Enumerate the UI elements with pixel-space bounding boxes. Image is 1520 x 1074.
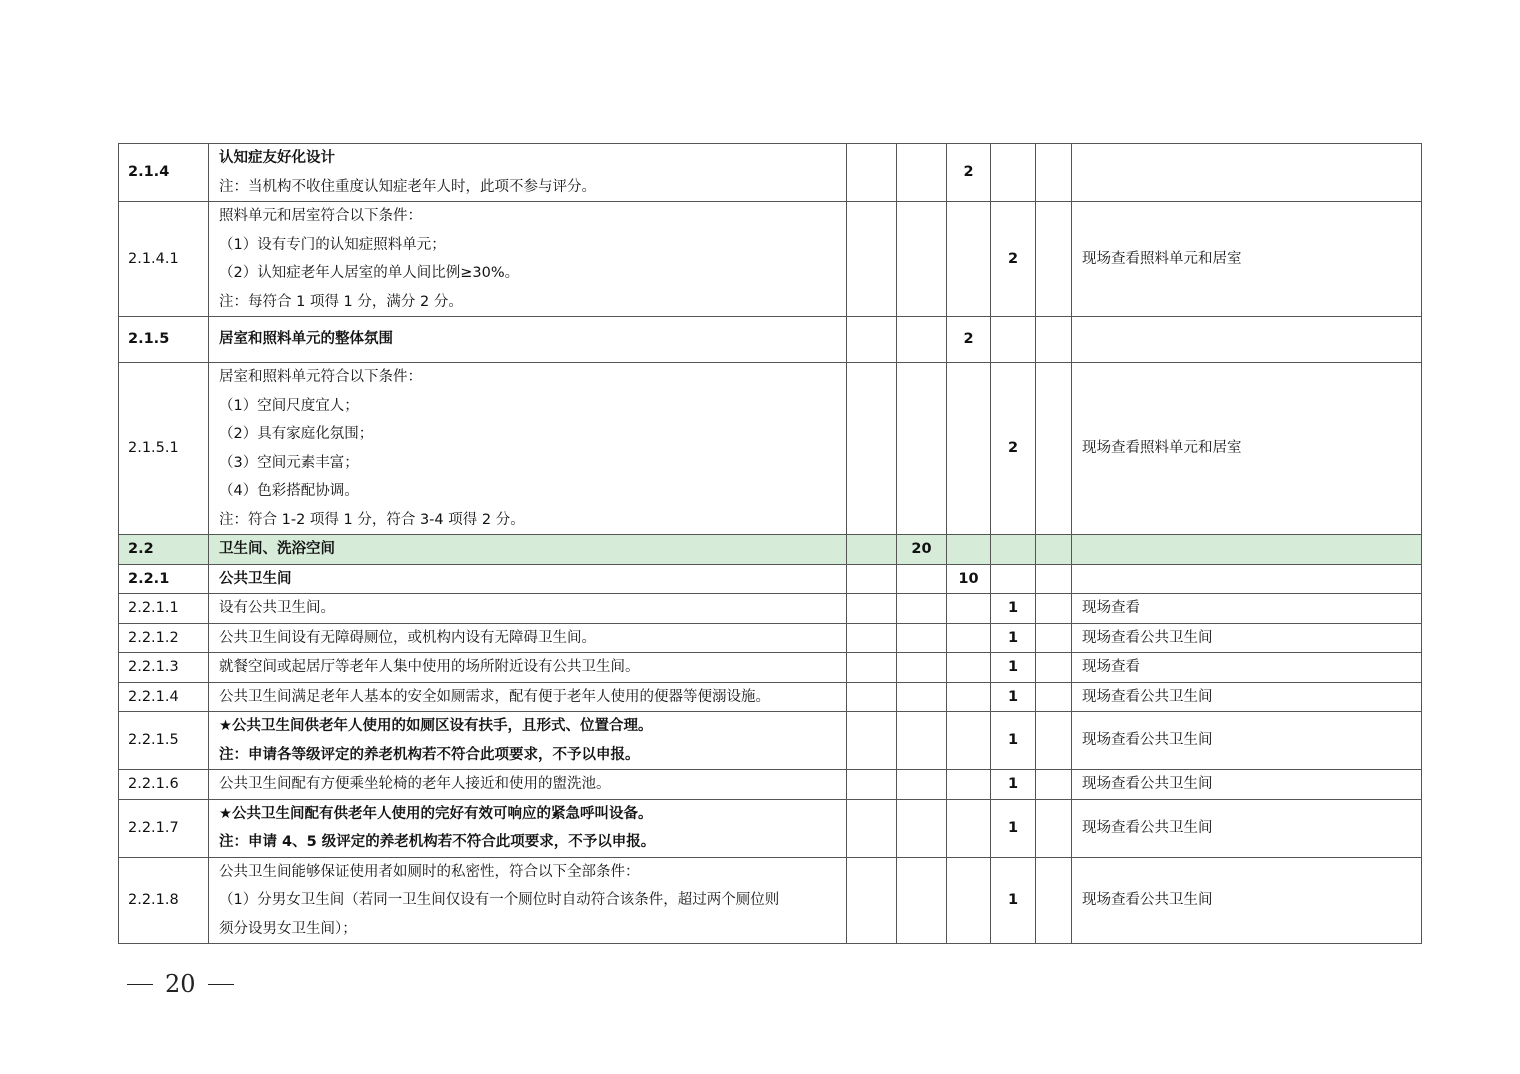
- evaluation-method: 现场查看公共卫生间: [1072, 682, 1422, 712]
- description-line: 公共卫生间: [219, 570, 292, 587]
- evaluation-method: 现场查看公共卫生间: [1072, 623, 1422, 653]
- item-description: [209, 202, 847, 317]
- score-col-2: [897, 653, 947, 683]
- score-col-1: [847, 594, 897, 624]
- item-code: 2.2.1.8: [119, 857, 209, 944]
- description-line: 注：当机构不收住重度认知症老年人时，此项不参与评分。: [219, 178, 596, 195]
- score-col-4: [991, 144, 1036, 202]
- item-description: [209, 535, 847, 565]
- scoring-table-container: [118, 143, 1422, 944]
- table-row: [119, 202, 1422, 317]
- table-row: [119, 317, 1422, 363]
- score-col-2: [897, 712, 947, 770]
- table-row: [119, 363, 1422, 535]
- item-code: 2.1.4.1: [119, 202, 209, 317]
- score-col-3: [947, 535, 991, 565]
- score-col-1: [847, 535, 897, 565]
- item-code: 2.2.1.7: [119, 799, 209, 857]
- score-col-4: 1: [991, 623, 1036, 653]
- description-line: 照料单元和居室符合以下条件：: [219, 208, 422, 224]
- item-description: [209, 564, 847, 594]
- score-col-5: [1036, 799, 1072, 857]
- item-description: [209, 770, 847, 800]
- score-col-4: 1: [991, 799, 1036, 857]
- item-code: 2.2.1.3: [119, 653, 209, 683]
- evaluation-method: [1072, 535, 1422, 565]
- score-col-2: [897, 144, 947, 202]
- score-col-3: 10: [947, 564, 991, 594]
- score-col-4: 1: [991, 682, 1036, 712]
- evaluation-method: 现场查看公共卫生间: [1072, 857, 1422, 944]
- description-line: （4）色彩搭配协调。: [219, 483, 359, 499]
- description-line: 须分设男女卫生间）；: [219, 920, 357, 937]
- table-row: [119, 682, 1422, 712]
- item-description: [209, 799, 847, 857]
- item-description: [209, 653, 847, 683]
- item-code: 2.1.5.1: [119, 363, 209, 535]
- evaluation-method: 现场查看公共卫生间: [1072, 799, 1422, 857]
- score-col-2: [897, 594, 947, 624]
- table-row: [119, 564, 1422, 594]
- description-line: 注：申请各等级评定的养老机构若不符合此项要求，不予以申报。: [219, 746, 640, 763]
- item-description: [209, 363, 847, 535]
- score-col-5: [1036, 623, 1072, 653]
- description-line: （1）设有专门的认知症照料单元；: [219, 236, 446, 253]
- score-col-4: [991, 317, 1036, 363]
- evaluation-method: [1072, 317, 1422, 363]
- score-col-1: [847, 317, 897, 363]
- score-col-2: [897, 363, 947, 535]
- table-row: [119, 770, 1422, 800]
- evaluation-method: 现场查看照料单元和居室: [1072, 202, 1422, 317]
- item-code: 2.2.1.1: [119, 594, 209, 624]
- table-row: [119, 144, 1422, 202]
- table-row: [119, 857, 1422, 944]
- score-col-2: [897, 799, 947, 857]
- score-col-2: [897, 623, 947, 653]
- table-row: [119, 799, 1422, 857]
- description-line: （1）空间尺度宜人；: [219, 397, 359, 414]
- score-col-4: 1: [991, 857, 1036, 944]
- score-col-3: 2: [947, 317, 991, 363]
- score-col-4: 1: [991, 594, 1036, 624]
- table-row: [119, 712, 1422, 770]
- score-col-1: [847, 564, 897, 594]
- dash-right: [208, 984, 234, 985]
- score-col-4: 1: [991, 770, 1036, 800]
- description-line: （1）分男女卫生间（若同一卫生间仅设有一个厕位时自动符合该条件，超过两个厕位则: [219, 892, 780, 908]
- score-col-5: [1036, 653, 1072, 683]
- score-col-3: [947, 857, 991, 944]
- item-code: 2.2: [119, 535, 209, 565]
- item-code: 2.2.1.6: [119, 770, 209, 800]
- scoring-table: [118, 143, 1422, 944]
- item-code: 2.1.4: [119, 144, 209, 202]
- score-col-2: [897, 317, 947, 363]
- description-line: 设有公共卫生间。: [219, 600, 335, 616]
- score-col-3: [947, 799, 991, 857]
- score-col-5: [1036, 317, 1072, 363]
- score-col-2: [897, 857, 947, 944]
- evaluation-method: 现场查看公共卫生间: [1072, 770, 1422, 800]
- description-line: （2）认知症老年人居室的单人间比例≥30%。: [219, 265, 520, 281]
- score-col-5: [1036, 712, 1072, 770]
- item-description: [209, 857, 847, 944]
- description-line: 公共卫生间配有方便乘坐轮椅的老年人接近和使用的盥洗池。: [219, 776, 611, 792]
- score-col-3: [947, 623, 991, 653]
- evaluation-method: [1072, 144, 1422, 202]
- score-col-3: [947, 682, 991, 712]
- page-number: 20: [165, 970, 196, 998]
- score-col-1: [847, 202, 897, 317]
- item-description: [209, 682, 847, 712]
- table-row: [119, 623, 1422, 653]
- item-description: [209, 594, 847, 624]
- score-col-3: [947, 770, 991, 800]
- score-col-4: [991, 535, 1036, 565]
- score-col-1: [847, 144, 897, 202]
- score-col-2: [897, 564, 947, 594]
- description-line: 就餐空间或起居厅等老年人集中使用的场所附近设有公共卫生间。: [219, 659, 640, 675]
- item-code: 2.2.1.5: [119, 712, 209, 770]
- score-col-4: [991, 564, 1036, 594]
- score-col-2: [897, 682, 947, 712]
- item-description: [209, 144, 847, 202]
- description-line: 居室和照料单元符合以下条件：: [219, 369, 422, 385]
- score-col-4: 1: [991, 653, 1036, 683]
- description-line: （2）具有家庭化氛围；: [219, 426, 374, 442]
- evaluation-method: 现场查看: [1072, 594, 1422, 624]
- score-col-5: [1036, 682, 1072, 712]
- evaluation-method: [1072, 564, 1422, 594]
- description-line: 公共卫生间设有无障碍厕位，或机构内设有无障碍卫生间。: [219, 629, 596, 646]
- evaluation-method: 现场查看: [1072, 653, 1422, 683]
- description-line: 卫生间、洗浴空间: [219, 541, 335, 557]
- description-line: 注：申请 4、5 级评定的养老机构若不符合此项要求，不予以申报。: [219, 834, 656, 850]
- score-col-1: [847, 712, 897, 770]
- description-line: 注：符合 1-2 项得 1 分，符合 3-4 项得 2 分。: [219, 511, 525, 528]
- score-col-5: [1036, 770, 1072, 800]
- score-col-1: [847, 770, 897, 800]
- evaluation-method: 现场查看照料单元和居室: [1072, 363, 1422, 535]
- item-description: [209, 623, 847, 653]
- table-row: [119, 653, 1422, 683]
- description-line: 公共卫生间满足老年人基本的安全如厕需求，配有便于老年人使用的便器等便溺设施。: [219, 688, 770, 705]
- item-code: 2.2.1: [119, 564, 209, 594]
- score-col-5: [1036, 202, 1072, 317]
- description-line: ★公共卫生间配有供老年人使用的完好有效可响应的紧急呼叫设备。: [219, 805, 653, 822]
- description-line: 认知症友好化设计: [219, 150, 335, 166]
- score-col-3: [947, 363, 991, 535]
- description-line: ★公共卫生间供老年人使用的如厕区设有扶手，且形式、位置合理。: [219, 718, 653, 734]
- score-col-3: [947, 653, 991, 683]
- table-row-section: [119, 535, 1422, 565]
- score-col-1: [847, 857, 897, 944]
- evaluation-method: 现场查看公共卫生间: [1072, 712, 1422, 770]
- score-col-5: [1036, 363, 1072, 535]
- score-col-4: 1: [991, 712, 1036, 770]
- score-col-1: [847, 363, 897, 535]
- score-col-3: 2: [947, 144, 991, 202]
- score-col-5: [1036, 564, 1072, 594]
- dash-left: [127, 984, 153, 985]
- score-col-5: [1036, 857, 1072, 944]
- score-col-5: [1036, 594, 1072, 624]
- score-col-2: 20: [897, 535, 947, 565]
- score-col-5: [1036, 144, 1072, 202]
- score-col-4: 2: [991, 363, 1036, 535]
- score-col-4: 2: [991, 202, 1036, 317]
- score-col-1: [847, 682, 897, 712]
- score-col-1: [847, 623, 897, 653]
- score-col-2: [897, 770, 947, 800]
- description-line: 注：每符合 1 项得 1 分，满分 2 分。: [219, 293, 463, 310]
- score-col-1: [847, 799, 897, 857]
- score-col-3: [947, 712, 991, 770]
- item-description: [209, 317, 847, 363]
- score-col-3: [947, 594, 991, 624]
- item-code: 2.2.1.4: [119, 682, 209, 712]
- description-line: 公共卫生间能够保证使用者如厕时的私密性，符合以下全部条件：: [219, 863, 640, 880]
- item-code: 2.2.1.2: [119, 623, 209, 653]
- page-number-footer: [127, 970, 234, 998]
- item-description: [209, 712, 847, 770]
- score-col-5: [1036, 535, 1072, 565]
- score-col-1: [847, 653, 897, 683]
- description-line: （3）空间元素丰富；: [219, 454, 359, 471]
- score-col-2: [897, 202, 947, 317]
- description-line: 居室和照料单元的整体氛围: [219, 331, 393, 348]
- score-col-3: [947, 202, 991, 317]
- item-code: 2.1.5: [119, 317, 209, 363]
- table-row: [119, 594, 1422, 624]
